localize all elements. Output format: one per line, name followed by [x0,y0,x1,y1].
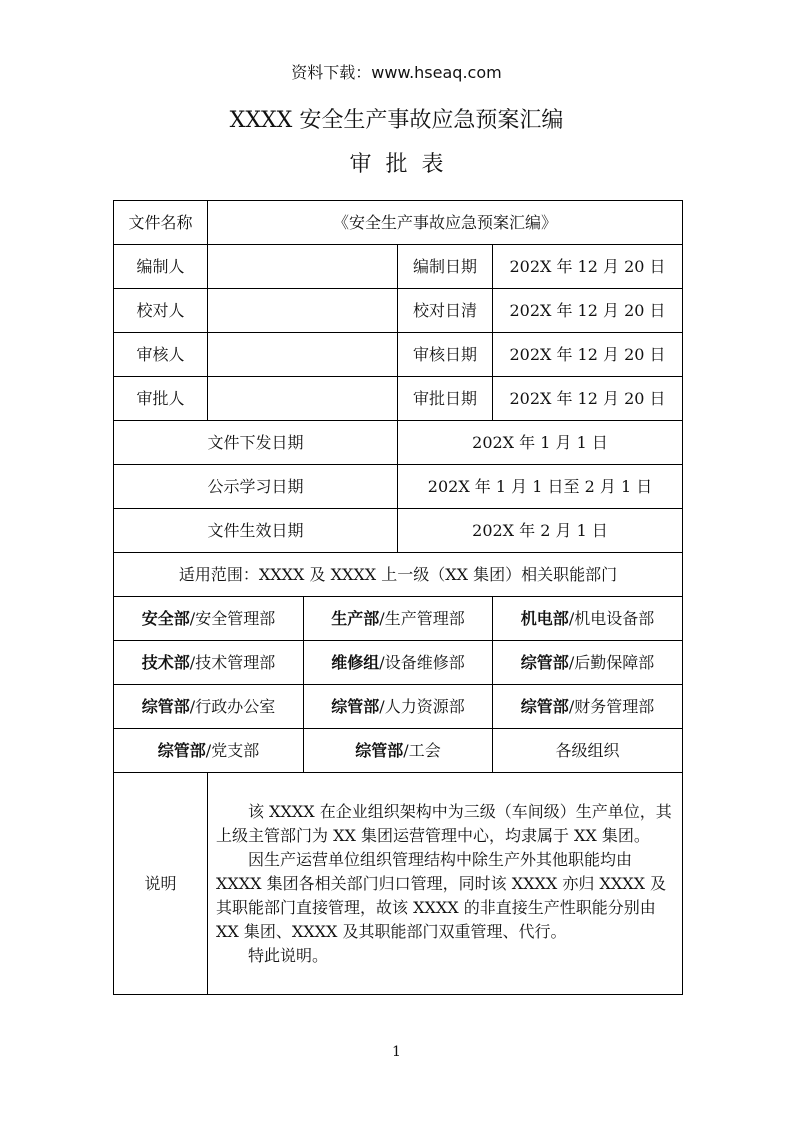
date-value: 202X 年 12 月 20 日 [493,245,683,289]
department-full: /安全管理部 [189,608,276,628]
person-field [208,245,398,289]
scope-text: 适用范围：XXXX 及 XXXX 上一级（XX 集团）相关职能部门 [114,553,683,597]
study-date-value: 202X 年 1 月 1 日至 2 月 1 日 [398,465,683,509]
note-row [114,773,683,995]
department-full: /设备维修部 [379,652,465,672]
date-label: 审批日期 [398,377,493,421]
effective-date-row [114,509,683,553]
department-full: 各级组织 [555,740,620,760]
date-label: 审核日期 [398,333,493,377]
scope-row [114,553,683,597]
date-label: 编制日期 [398,245,493,289]
role-label: 编制人 [114,245,208,289]
department-full: /生产管理部 [379,608,465,628]
department-cell [493,685,683,729]
department-row [114,685,683,729]
department-row [114,729,683,773]
note-paragraph: 特此说明。 [248,945,329,965]
effective-date-label: 文件生效日期 [114,509,398,553]
department-full: /机电设备部 [568,608,655,628]
department-row [114,641,683,685]
department-short: 综管部 [520,652,569,672]
department-cell [493,729,683,773]
department-full: /后勤保障部 [568,652,655,672]
department-full: /行政办公室 [189,696,276,716]
department-short: 生产部 [331,608,380,628]
department-short: 安全部 [141,608,190,628]
signoff-row [114,377,683,421]
signoff-row [114,333,683,377]
department-full: /工会 [403,740,441,760]
note-body [208,773,683,995]
file-name-row [114,201,683,245]
study-date-row [114,465,683,509]
signoff-row [114,289,683,333]
department-cell [304,597,493,641]
department-cell [114,641,304,685]
note-paragraph: 因生产运营单位组织管理结构中除生产外其他职能均由 XXXX 集团各相关部门归口管理，同时该 XXXX 亦归 XXXX 及其职能部门直接管理，故该 XXXX 的非直接生产性职能分别由 XX 集团、XXXX 及其职能部门双重管理、代行。 [216,849,667,941]
department-short: 技术部 [141,652,190,672]
issue-date-value: 202X 年 1 月 1 日 [398,421,683,465]
download-link-header[interactable]: 资料下载：www.hseaq.com [291,63,502,82]
person-field [208,289,398,333]
department-cell [493,597,683,641]
issue-date-row [114,421,683,465]
role-label: 校对人 [114,289,208,333]
date-value: 202X 年 12 月 20 日 [493,377,683,421]
effective-date-value: 202X 年 2 月 1 日 [398,509,683,553]
person-field [208,377,398,421]
department-short: 综管部 [355,740,404,760]
document-subtitle: 审批表 [349,152,458,177]
issue-date-label: 文件下发日期 [114,421,398,465]
department-cell [114,729,304,773]
department-cell [114,597,304,641]
department-cell [114,685,304,729]
person-field [208,333,398,377]
signoff-row [114,245,683,289]
note-label: 说明 [114,773,208,995]
file-name-value: 《安全生产事故应急预案汇编》 [208,201,683,245]
department-full: /财务管理部 [568,696,655,716]
date-label: 校对日清 [398,289,493,333]
department-row [114,597,683,641]
department-short: 综管部 [520,696,569,716]
document-title: XXXX 安全生产事故应急预案汇编 [229,108,564,133]
date-value: 202X 年 12 月 20 日 [493,289,683,333]
date-value: 202X 年 12 月 20 日 [493,333,683,377]
note-paragraph: 该 XXXX 在企业组织架构中为三级（车间级）生产单位，其上级主管部门为 XX 集团运营管理中心，均隶属于 XX 集团。 [216,801,672,845]
department-full: /党支部 [205,740,260,760]
department-cell [304,641,493,685]
department-cell [493,641,683,685]
department-short: 维修组 [331,652,380,672]
department-cell [304,685,493,729]
department-full: /技术管理部 [189,652,276,672]
study-date-label: 公示学习日期 [114,465,398,509]
role-label: 审核人 [114,333,208,377]
department-full: /人力资源部 [379,696,465,716]
department-short: 综管部 [157,740,206,760]
approval-form-table [113,200,683,995]
page-number: 1 [392,1044,401,1060]
department-short: 综管部 [331,696,380,716]
department-short: 综管部 [141,696,190,716]
role-label: 审批人 [114,377,208,421]
file-name-label: 文件名称 [114,201,208,245]
department-short: 机电部 [520,608,569,628]
department-cell [304,729,493,773]
